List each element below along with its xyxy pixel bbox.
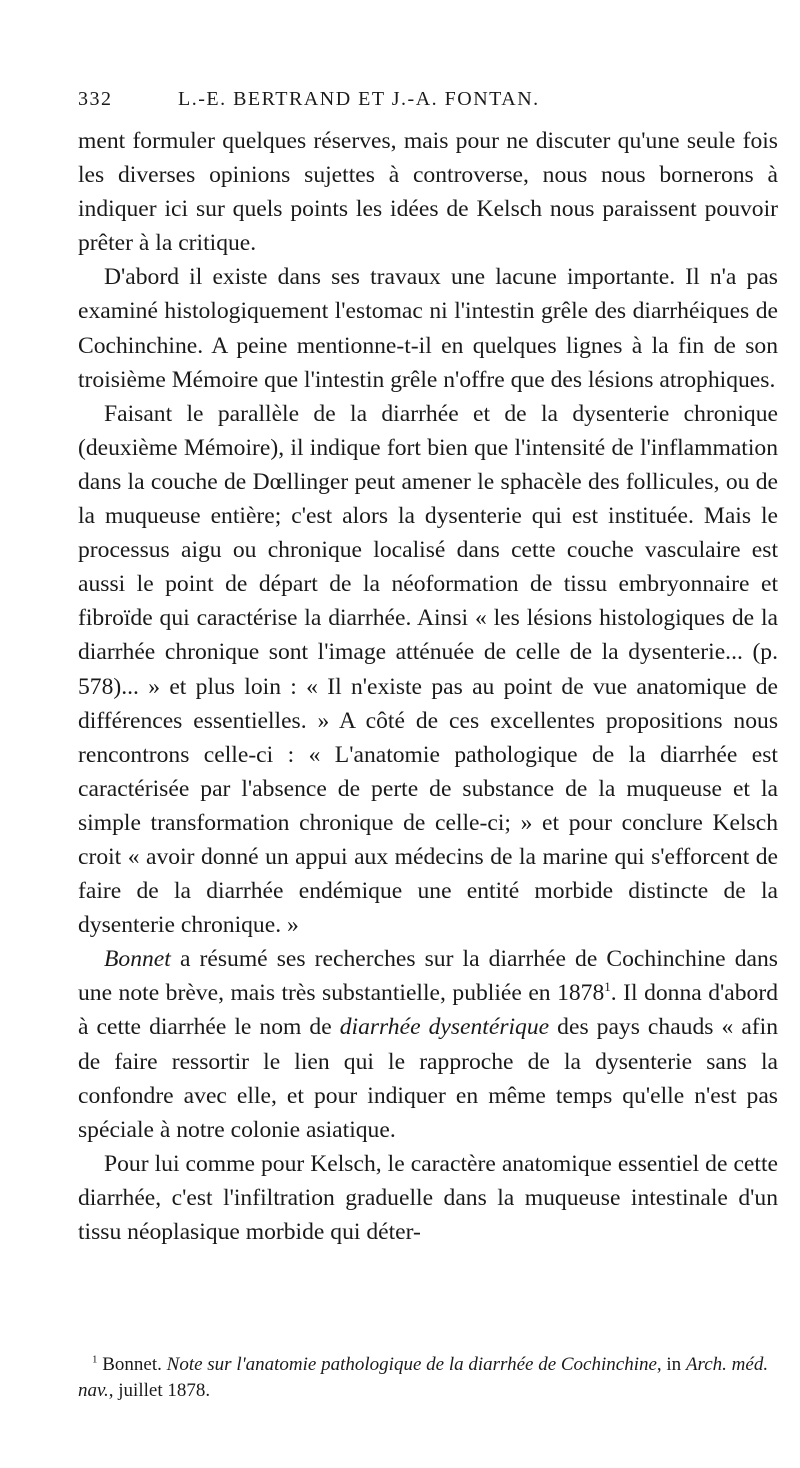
running-title: L.-E. BERTRAND ET J.-A. FONTAN. — [178, 88, 540, 110]
italic-term: diarrhée dysentérique — [339, 1014, 550, 1041]
footnote — [78, 1352, 778, 1404]
text-segment: Pour lui comme pour Kelsch, le caractère anatomique essentiel de cette diarrhée, c'est l'infiltration graduelle dans la muqueuse intestinale d'un tissu néoplasique morbide qui déter- — [78, 1150, 778, 1245]
running-head — [78, 88, 778, 124]
footnote-title: Note sur l'anatomie pathologique de la diarrhée de Cochinchine — [166, 1354, 657, 1375]
text-segment: ment formuler quelques réserves, mais pour ne discuter qu'une seule fois les diverses opinions sujettes à controverse, nous nous bornerons à indiquer ici sur quels points les idées de Kelsch nous paraissent pouvoir prêter à la critique. — [78, 128, 778, 257]
text-segment: D'abord il existe dans ses travaux une lacune importante. Il n'a pas examiné histologiquement l'estomac ni l'intestin grêle des diarrhéiques de Cochinchine. A peine mentionne-t-il en quelques lignes à la fin de son troisième Mémoire que l'intestin grêle n'offre que des lésions atrophiques. — [78, 264, 778, 393]
text-segment: . Il donna d'abord à cette diarrhée le nom de — [78, 980, 778, 1041]
journal-name: Arch. méd. nav. — [78, 1354, 769, 1401]
footnote-text: Bonnet. — [102, 1354, 167, 1375]
text-segment: des pays chauds « afin de faire ressortir le lien qui le rapproche de la dysenterie sans la confondre avec elle, et pour indiquer en même temps qu'elle n'est pas spéciale à notre colonie asiatique. — [78, 1014, 778, 1143]
paragraph — [78, 260, 778, 396]
paragraph-continued — [78, 124, 778, 260]
paragraph — [78, 397, 778, 943]
author-name: Bonnet — [104, 946, 171, 973]
page — [78, 88, 778, 1401]
page-number: 332 — [78, 88, 113, 110]
text-segment: Faisant le parallèle de la diarrhée et de la dysenterie chronique (deuxième Mémoire), il indique fort bien que l'intensité de l'inflammation dans la couche de Dœllinger peut amener le sphacèle des follicules, ou de la muqueuse entière; c'est alors la dysenterie qui est instituée. Mais le processus aigu ou chronique localisé dans cette couche vasculaire est aussi le point de départ de la néoformation de tissu embryonnaire et fibroïde qui caractérise la diarrhée. Ainsi « les lésions histologiques de la diarrhée chronique sont l'image atténuée de celle de la dysenterie... (p. 578)... » et plus loin : « Il n'existe pas au point de vue anatomique de différences essentielles. » A côté de ces excellentes propositions nous rencontrons celle-ci : « L'anatomie pathologique de la diarrhée est caractérisée par l'absence de perte de substance de la muqueuse et la simple transformation chronique de celle-ci; » et pour conclure Kelsch croit « avoir donné un appui aux médecins de la marine qui s'efforcent de faire de la diarrhée endémique une entité morbide distincte de la dysenterie chronique. » — [78, 400, 778, 939]
text-segment: a résumé ses recherches sur la diarrhée de Cochinchine dans une note brève, mais très substantielle, publiée en 1878 — [78, 946, 778, 1007]
footnote-text: , juillet 1878. — [108, 1380, 211, 1401]
footnote-text: , in — [656, 1354, 686, 1375]
footnote-marker: 1 — [92, 1353, 98, 1366]
footnote-reference: 1 — [604, 979, 611, 995]
paragraph — [78, 942, 778, 1147]
footnotes — [78, 1352, 778, 1404]
paragraph — [78, 1147, 778, 1249]
body-text — [78, 124, 778, 1249]
